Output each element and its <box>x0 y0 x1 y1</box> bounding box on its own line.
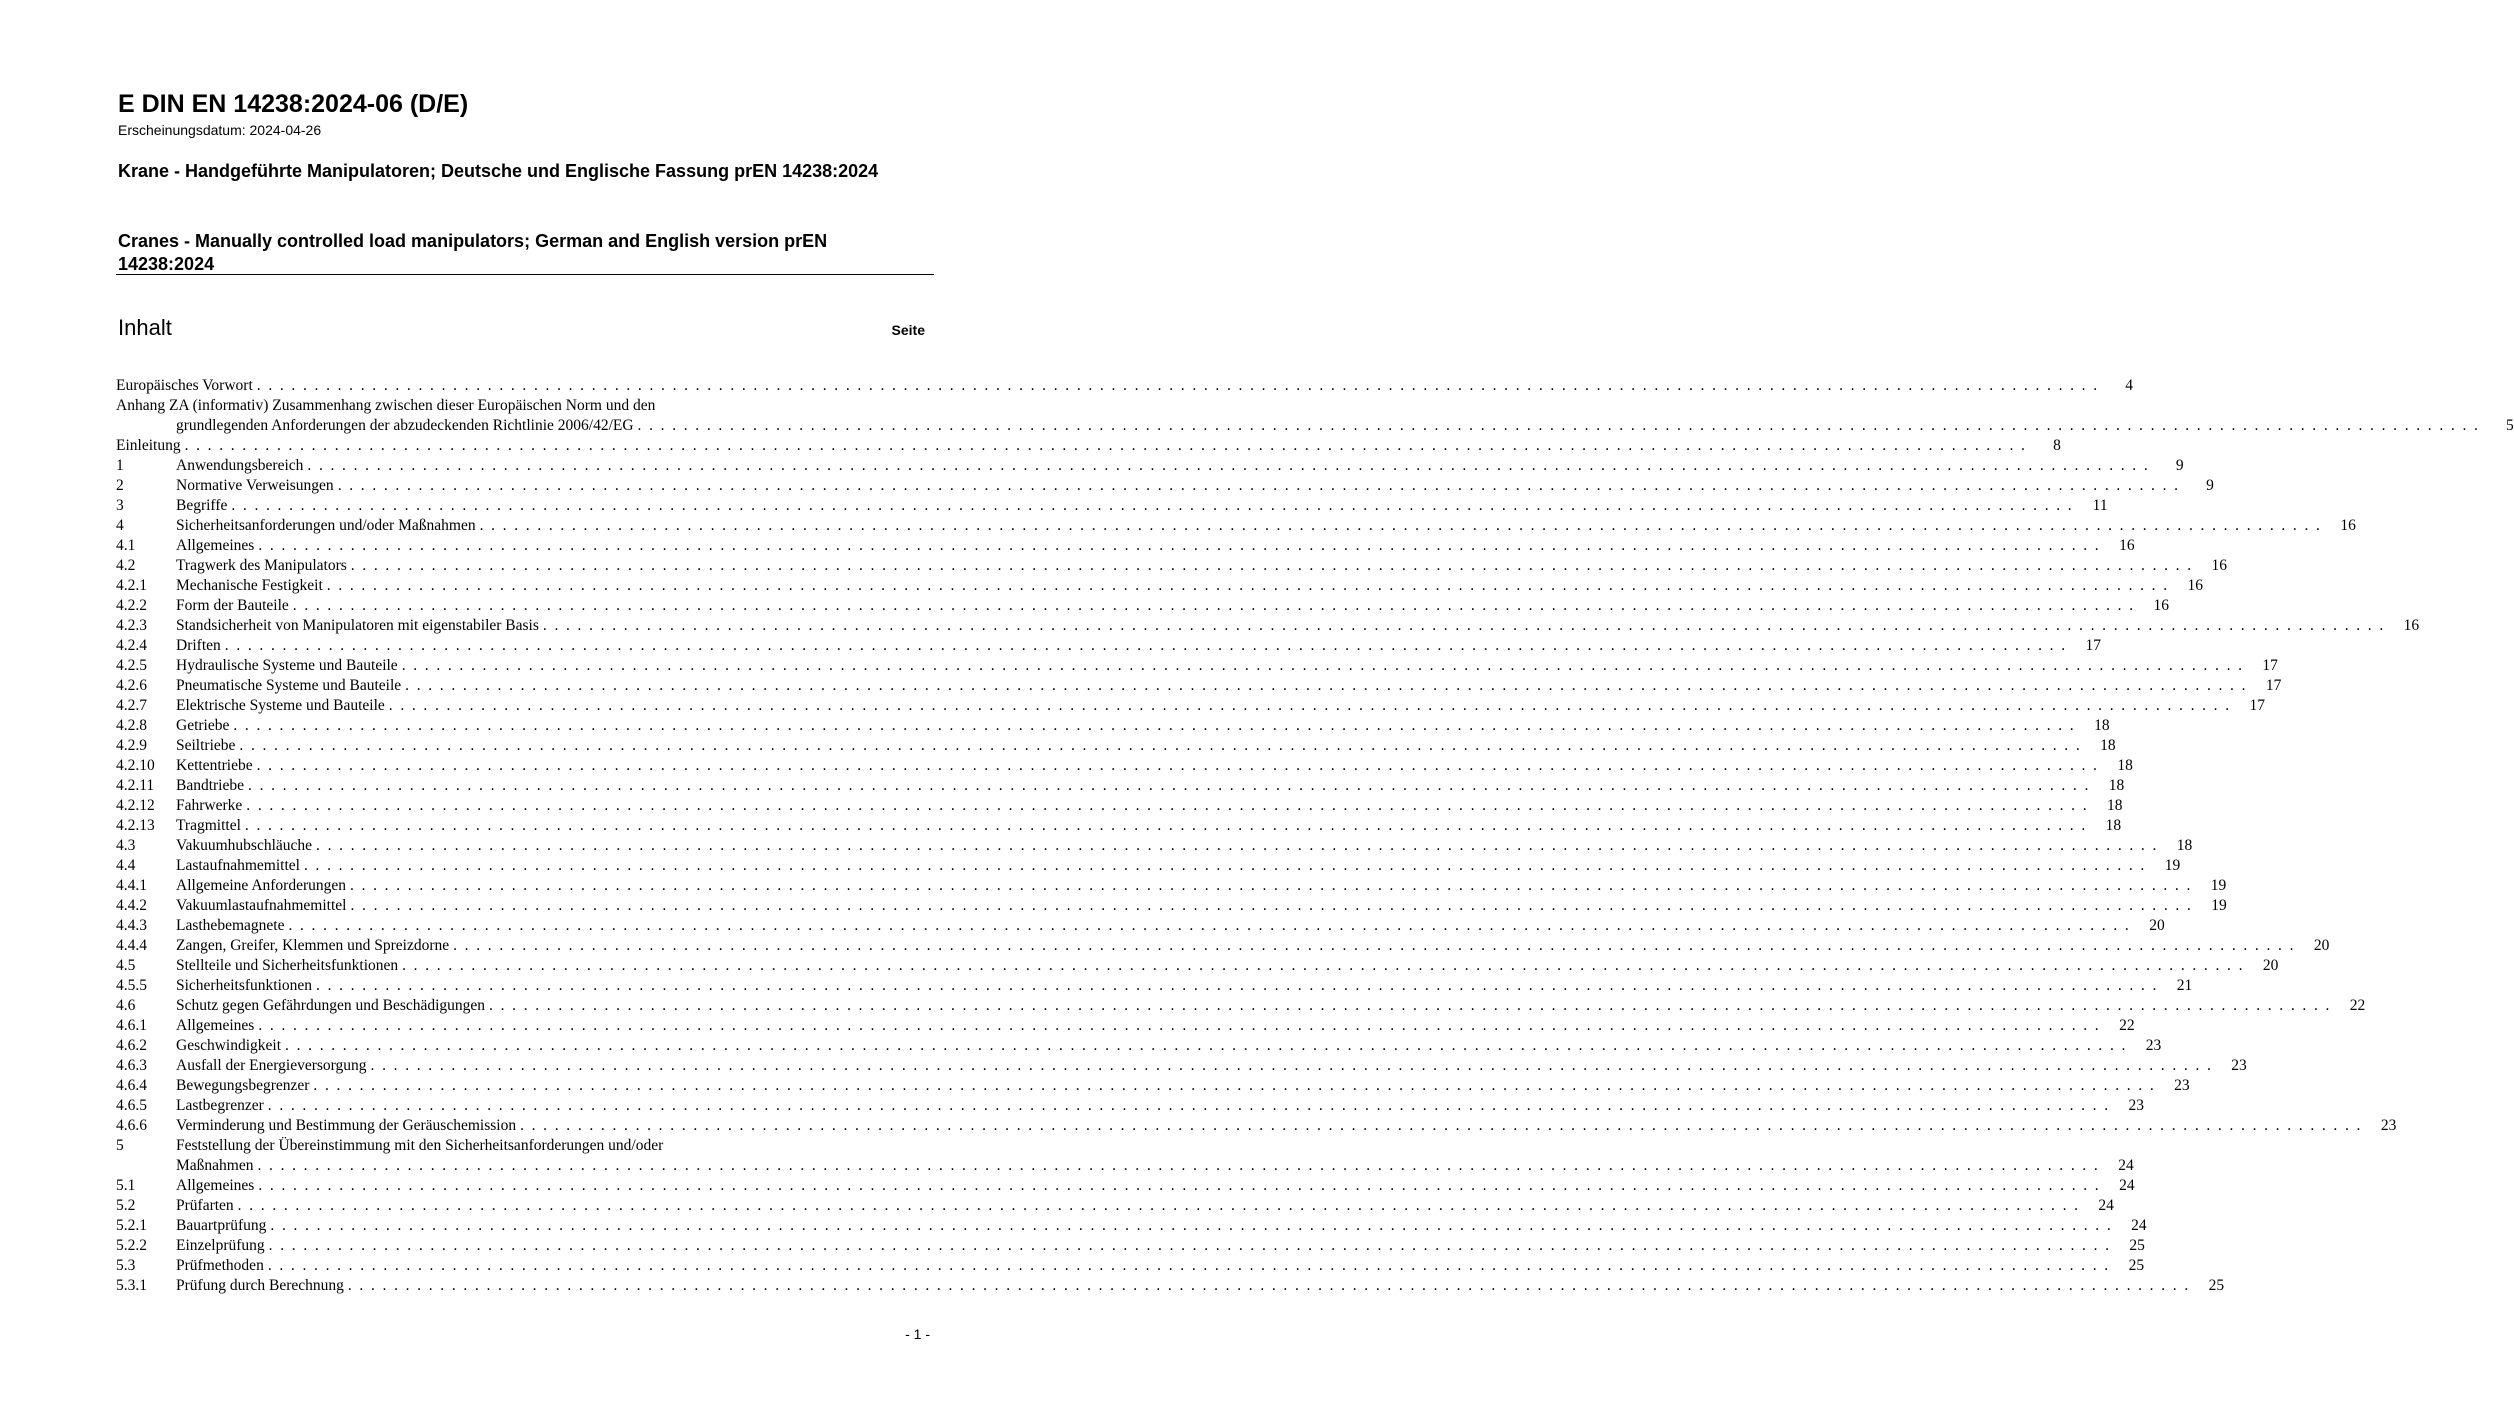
dot-leader: . . . . . . . . . . . . . . . . . . . . . . . . . . . . . . . . . . . . . . . . . . . . . . . . . . . . . . . . . . . . . . . . . . . . . . . . . . . . . . . . . . . . . . . . . . . . . . . . . . . . . . . . . . . . . . . . . . . . . . . . . . . . . . . . . . . . . . . . . . . . . . . . . . . . . . . . . . . . . . . . <box>313 1077 2156 1094</box>
dot-leader: . . . . . . . . . . . . . . . . . . . . . . . . . . . . . . . . . . . . . . . . . . . . . . . . . . . . . . . . . . . . . . . . . . . . . . . . . . . . . . . . . . . . . . . . . . . . . . . . . . . . . . . . . . . . . . . . . . . . . . . . . . . . . . . . . . . . . . . . . . . . . . . . . . . . . . . . . . . . . . . . <box>258 1017 2101 1034</box>
dot-leader: . . . . . . . . . . . . . . . . . . . . . . . . . . . . . . . . . . . . . . . . . . . . . . . . . . . . . . . . . . . . . . . . . . . . . . . . . . . . . . . . . . . . . . . . . . . . . . . . . . . . . . . . . . . . . . . . . . . . . . . . . . . . . . . . . . . . . . . . . . . . . . . . . . . . . . . . . . . . . . . . <box>337 477 2180 494</box>
toc-title: Kettentriebe <box>176 757 253 774</box>
toc-title: Einzelprüfung <box>176 1237 265 1254</box>
toc-page: 16 <box>2119 537 2135 554</box>
toc-entry[interactable] <box>116 796 2123 816</box>
toc-page: 24 <box>2098 1197 2114 1214</box>
toc-page: 20 <box>2149 917 2165 934</box>
toc-entry[interactable] <box>116 576 2204 596</box>
toc-title: Getriebe <box>176 717 230 734</box>
toc-entry[interactable] <box>116 1216 2147 1236</box>
toc-entry[interactable] <box>116 756 2133 776</box>
toc-entry[interactable] <box>116 1136 2134 1176</box>
toc-number: 4.6 <box>116 997 136 1014</box>
toc-page: 16 <box>2187 577 2204 594</box>
toc-number: 4.4.2 <box>116 897 147 914</box>
toc-title: Anwendungsbereich <box>176 457 304 474</box>
toc-page: 18 <box>2117 757 2133 774</box>
toc-page: 18 <box>2176 837 2193 854</box>
toc-number: 5 <box>116 1137 124 1154</box>
toc-entry[interactable] <box>116 1276 2225 1296</box>
toc-number: 4.6.6 <box>116 1117 147 1134</box>
toc-page: 22 <box>2349 997 2366 1014</box>
toc-number: 3 <box>116 497 124 514</box>
toc-number: 4.6.5 <box>116 1097 147 1114</box>
toc-title: Vakuumlastaufnahmemittel <box>176 897 347 914</box>
toc-entry[interactable] <box>116 956 2279 976</box>
toc-title: grundlegenden Anforderungen der abzudeckenden Richtlinie 2006/42/EG <box>176 417 634 434</box>
toc-title: Standsicherheit von Manipulatoren mit eigenstabiler Basis <box>176 617 539 634</box>
dot-leader: . . . . . . . . . . . . . . . . . . . . . . . . . . . . . . . . . . . . . . . . . . . . . . . . . . . . . . . . . . . . . . . . . . . . . . . . . . . . . . . . . . . . . . . . . . . . . . . . . . . . . . . . . . . . . . . . . . . . . . . . . . . . . . . . . . . . . . . . . . . . . . . . . . . . . . . . . . . . . . . . <box>520 1117 2363 1134</box>
toc-number: 1 <box>116 457 124 474</box>
title-english: Cranes - Manually controlled load manipulators; German and English version prEN 14238:2024 <box>118 231 828 274</box>
toc-entry[interactable] <box>116 536 2135 556</box>
dot-leader: . . . . . . . . . . . . . . . . . . . . . . . . . . . . . . . . . . . . . . . . . . . . . . . . . . . . . . . . . . . . . . . . . . . . . . . . . . . . . . . . . . . . . . . . . . . . . . . . . . . . . . . . . . . . . . . . . . . . . . . . . . . . . . . . . . . . . . . . . . . . . . . . . . . . . . . . . . . . . . . . <box>405 677 2248 694</box>
toc-title: Europäisches Vorwort <box>116 377 253 394</box>
toc-number: 4.2.6 <box>116 677 147 694</box>
dot-leader: . . . . . . . . . . . . . . . . . . . . . . . . . . . . . . . . . . . . . . . . . . . . . . . . . . . . . . . . . . . . . . . . . . . . . . . . . . . . . . . . . . . . . . . . . . . . . . . . . . . . . . . . . . . . . . . . . . . . . . . . . . . . . . . . . . . . . . . . . . . . . . . . . . . . . . . . . . . . . . . . <box>288 917 2131 934</box>
dot-leader: . . . . . . . . . . . . . . . . . . . . . . . . . . . . . . . . . . . . . . . . . . . . . . . . . . . . . . . . . . . . . . . . . . . . . . . . . . . . . . . . . . . . . . . . . . . . . . . . . . . . . . . . . . . . . . . . . . . . . . . . . . . . . . . . . . . . . . . . . . . . . . . . . . . . . . . . . . . . . . . . <box>292 597 2136 614</box>
dot-leader: . . . . . . . . . . . . . . . . . . . . . . . . . . . . . . . . . . . . . . . . . . . . . . . . . . . . . . . . . . . . . . . . . . . . . . . . . . . . . . . . . . . . . . . . . . . . . . . . . . . . . . . . . . . . . . . . . . . . . . . . . . . . . . . . . . . . . . . . . . . . . . . . . . . . . . . . . . . . . . . . <box>267 1257 2111 1274</box>
dot-leader: . . . . . . . . . . . . . . . . . . . . . . . . . . . . . . . . . . . . . . . . . . . . . . . . . . . . . . . . . . . . . . . . . . . . . . . . . . . . . . . . . . . . . . . . . . . . . . . . . . . . . . . . . . . . . . . . . . . . . . . . . . . . . . . . . . . . . . . . . . . . . . . . . . . . . . . . . . . . . . . . <box>489 997 2332 1014</box>
toc-title: Einleitung <box>116 437 181 454</box>
dot-leader: . . . . . . . . . . . . . . . . . . . . . . . . . . . . . . . . . . . . . . . . . . . . . . . . . . . . . . . . . . . . . . . . . . . . . . . . . . . . . . . . . . . . . . . . . . . . . . . . . . . . . . . . . . . . . . . . . . . . . . . . . . . . . . . . . . . . . . . . . . . . . . . . . . . . . . . . . . . . . . . . <box>233 717 2076 734</box>
toc-page: 21 <box>2176 977 2193 994</box>
toc-page: 25 <box>2128 1257 2145 1274</box>
toc-entry[interactable] <box>116 976 2193 996</box>
toc-entry[interactable] <box>116 1076 2190 1096</box>
toc-title: Allgemeines <box>176 537 255 554</box>
toc-title-line: Anhang ZA (informativ) Zusammenhang zwischen dieser Europäischen Norm und den <box>116 397 656 414</box>
toc-title: Elektrische Systeme und Bauteile <box>176 697 385 714</box>
dot-leader: . . . . . . . . . . . . . . . . . . . . . . . . . . . . . . . . . . . . . . . . . . . . . . . . . . . . . . . . . . . . . . . . . . . . . . . . . . . . . . . . . . . . . . . . . . . . . . . . . . . . . . . . . . . . . . . . . . . . . . . . . . . . . . . . . . . . . . . . . . . . . . . . . . . . . . . . . . . . . . . . <box>637 417 2480 434</box>
toc-page: 11 <box>2092 497 2108 514</box>
toc-entry[interactable] <box>116 456 2184 476</box>
dot-leader: . . . . . . . . . . . . . . . . . . . . . . . . . . . . . . . . . . . . . . . . . . . . . . . . . . . . . . . . . . . . . . . . . . . . . . . . . . . . . . . . . . . . . . . . . . . . . . . . . . . . . . . . . . . . . . . . . . . . . . . . . . . . . . . . . . . . . . . . . . . . . . . . . . . . . . . . . . . . . . . . <box>237 1197 2080 1214</box>
toc-entry[interactable] <box>116 476 2214 496</box>
toc-number: 4.6.4 <box>116 1077 147 1094</box>
toc-title: Normative Verweisungen <box>176 477 334 494</box>
toc-title-line: Feststellung der Übereinstimmung mit den Sicherheitsanforderungen und/oder <box>176 1137 664 1154</box>
toc-entry[interactable] <box>116 896 2227 916</box>
toc-page: 23 <box>2174 1077 2190 1094</box>
toc-page: 19 <box>2164 857 2181 874</box>
toc-number: 4.2.7 <box>116 697 147 714</box>
toc-number: 5.1 <box>116 1177 136 1194</box>
dot-leader: . . . . . . . . . . . . . . . . . . . . . . . . . . . . . . . . . . . . . . . . . . . . . . . . . . . . . . . . . . . . . . . . . . . . . . . . . . . . . . . . . . . . . . . . . . . . . . . . . . . . . . . . . . . . . . . . . . . . . . . . . . . . . . . . . . . . . . . . . . . . . . . . . . . . . . . . . . . . . . . . <box>258 1177 2101 1194</box>
toc-entry[interactable] <box>116 736 2116 756</box>
toc-entry[interactable] <box>116 1096 2145 1116</box>
toc-entry[interactable] <box>116 996 2366 1016</box>
toc-entry[interactable] <box>116 676 2282 696</box>
toc-title: Allgemeines <box>176 1177 255 1194</box>
toc-page: 24 <box>2119 1177 2135 1194</box>
toc-page: 23 <box>2380 1117 2397 1134</box>
toc-number: 4.2.11 <box>116 777 155 794</box>
table-of-contents <box>116 376 2514 1296</box>
toc-title: Sicherheitsfunktionen <box>176 977 313 994</box>
dot-leader: . . . . . . . . . . . . . . . . . . . . . . . . . . . . . . . . . . . . . . . . . . . . . . . . . . . . . . . . . . . . . . . . . . . . . . . . . . . . . . . . . . . . . . . . . . . . . . . . . . . . . . . . . . . . . . . . . . . . . . . . . . . . . . . . . . . . . . . . . . . . . . . . . . . . . . . . . . . . . . . . <box>370 1057 2213 1074</box>
toc-title: Lasthebemagnete <box>176 917 285 934</box>
toc-number: 4.4.1 <box>116 877 147 894</box>
toc-entry[interactable] <box>116 936 2330 956</box>
dot-leader: . . . . . . . . . . . . . . . . . . . . . . . . . . . . . . . . . . . . . . . . . . . . . . . . . . . . . . . . . . . . . . . . . . . . . . . . . . . . . . . . . . . . . . . . . . . . . . . . . . . . . . . . . . . . . . . . . . . . . . . . . . . . . . . . . . . . . . . . . . . . . . . . . . . . . . . . . . . . . . . . <box>542 617 2386 634</box>
toc-entry[interactable] <box>116 776 2125 796</box>
toc-entry[interactable] <box>116 636 2101 656</box>
toc-number: 2 <box>116 477 124 494</box>
dot-leader: . . . . . . . . . . . . . . . . . . . . . . . . . . . . . . . . . . . . . . . . . . . . . . . . . . . . . . . . . . . . . . . . . . . . . . . . . . . . . . . . . . . . . . . . . . . . . . . . . . . . . . . . . . . . . . . . . . . . . . . . . . . . . . . . . . . . . . . . . . . . . . . . . . . . . . . . . . . . . . . . <box>231 497 2074 514</box>
toc-number: 4.1 <box>116 537 136 554</box>
toc-title: Allgemeine Anforderungen <box>176 877 347 894</box>
dot-leader: . . . . . . . . . . . . . . . . . . . . . . . . . . . . . . . . . . . . . . . . . . . . . . . . . . . . . . . . . . . . . . . . . . . . . . . . . . . . . . . . . . . . . . . . . . . . . . . . . . . . . . . . . . . . . . . . . . . . . . . . . . . . . . . . . . . . . . . . . . . . . . . . . . . . . . . . . . . . . . . . <box>224 637 2067 654</box>
toc-number: 5.3 <box>116 1257 136 1274</box>
toc-number: 4.2.2 <box>116 597 147 614</box>
dot-leader: . . . . . . . . . . . . . . . . . . . . . . . . . . . . . . . . . . . . . . . . . . . . . . . . . . . . . . . . . . . . . . . . . . . . . . . . . . . . . . . . . . . . . . . . . . . . . . . . . . . . . . . . . . . . . . . . . . . . . . . . . . . . . . . . . . . . . . . . . . . . . . . . . . . . . . . . . . . . . . . . <box>246 797 2089 814</box>
toc-page: 23 <box>2231 1057 2247 1074</box>
toc-number: 4.4.3 <box>116 917 147 934</box>
dot-leader: . . . . . . . . . . . . . . . . . . . . . . . . . . . . . . . . . . . . . . . . . . . . . . . . . . . . . . . . . . . . . . . . . . . . . . . . . . . . . . . . . . . . . . . . . . . . . . . . . . . . . . . . . . . . . . . . . . . . . . . . . . . . . . . . . . . . . . . . . . . . . . . . . . . . . . . . . . . . . . . . <box>401 657 2244 674</box>
toc-number: 5.2.1 <box>116 1217 147 1234</box>
page-number: - 1 - <box>905 1326 930 1342</box>
toc-title: Lastbegrenzer <box>176 1097 264 1114</box>
toc-entry[interactable] <box>116 856 2181 876</box>
toc-title: Begriffe <box>176 497 228 514</box>
toc-title: Tragmittel <box>176 817 241 834</box>
toc-title: Vakuumhubschläuche <box>176 837 313 854</box>
toc-title: Tragwerk des Manipulators <box>176 557 347 574</box>
toc-page: 18 <box>2108 777 2125 794</box>
publication-date: Erscheinungsdatum: 2024-04-26 <box>118 122 322 138</box>
toc-title: Allgemeines <box>176 1017 255 1034</box>
toc-page: 18 <box>2094 717 2110 734</box>
toc-title: Prüfarten <box>176 1197 234 1214</box>
dot-leader: . . . . . . . . . . . . . . . . . . . . . . . . . . . . . . . . . . . . . . . . . . . . . . . . . . . . . . . . . . . . . . . . . . . . . . . . . . . . . . . . . . . . . . . . . . . . . . . . . . . . . . . . . . . . . . . . . . . . . . . . . . . . . . . . . . . . . . . . . . . . . . . . . . . . . . . . . . . . . . . . <box>326 577 2170 594</box>
toc-title: Prüfmethoden <box>176 1257 264 1274</box>
toc-page: 18 <box>2105 817 2122 834</box>
toc-number: 4.2.5 <box>116 657 147 674</box>
toc-entry[interactable] <box>116 716 2110 736</box>
dot-leader: . . . . . . . . . . . . . . . . . . . . . . . . . . . . . . . . . . . . . . . . . . . . . . . . . . . . . . . . . . . . . . . . . . . . . . . . . . . . . . . . . . . . . . . . . . . . . . . . . . . . . . . . . . . . . . . . . . . . . . . . . . . . . . . . . . . . . . . . . . . . . . . . . . . . . . . . . . . . . . . . <box>257 1157 2100 1174</box>
toc-title: Mechanische Festigkeit <box>176 577 323 594</box>
toc-number: 4.6.2 <box>116 1037 147 1054</box>
toc-page: 20 <box>2313 937 2330 954</box>
title-german: Krane - Handgeführte Manipulatoren; Deutsche und Englische Fassung prEN 14238:2024 <box>118 161 879 181</box>
toc-number: 4.2.1 <box>116 577 147 594</box>
toc-entry[interactable] <box>116 556 2227 576</box>
toc-page: 18 <box>2100 737 2116 754</box>
toc-title: Seiltriebe <box>176 737 236 754</box>
toc-title: Verminderung und Bestimmung der Geräuschemission <box>176 1117 517 1134</box>
toc-title: Fahrwerke <box>176 797 243 814</box>
dot-leader: . . . . . . . . . . . . . . . . . . . . . . . . . . . . . . . . . . . . . . . . . . . . . . . . . . . . . . . . . . . . . . . . . . . . . . . . . . . . . . . . . . . . . . . . . . . . . . . . . . . . . . . . . . . . . . . . . . . . . . . . . . . . . . . . . . . . . . . . . . . . . . . . . . . . . . . . . . . . . . . . <box>347 1277 2191 1294</box>
document-id: E DIN EN 14238:2024-06 (D/E) <box>118 90 469 118</box>
toc-page: 16 <box>2153 597 2170 614</box>
toc-number: 4.2.13 <box>116 817 155 834</box>
toc-number: 4.2.10 <box>116 757 155 774</box>
toc-number: 4.6.3 <box>116 1057 147 1074</box>
dot-leader: . . . . . . . . . . . . . . . . . . . . . . . . . . . . . . . . . . . . . . . . . . . . . . . . . . . . . . . . . . . . . . . . . . . . . . . . . . . . . . . . . . . . . . . . . . . . . . . . . . . . . . . . . . . . . . . . . . . . . . . . . . . . . . . . . . . . . . . . . . . . . . . . . . . . . . . . . . . . . . . . <box>316 837 2159 854</box>
toc-title: Pneumatische Systeme und Bauteile <box>176 677 402 694</box>
toc-page: 20 <box>2262 957 2279 974</box>
toc-title: Prüfung durch Berechnung <box>176 1277 344 1294</box>
toc-heading: Inhalt <box>118 315 172 340</box>
toc-title: Hydraulische Systeme und Bauteile <box>176 657 398 674</box>
toc-title: Zangen, Greifer, Klemmen und Spreizdorne <box>176 937 450 954</box>
toc-entry[interactable] <box>116 616 2420 636</box>
toc-number: 5.3.1 <box>116 1277 147 1294</box>
dot-leader: . . . . . . . . . . . . . . . . . . . . . . . . . . . . . . . . . . . . . . . . . . . . . . . . . . . . . . . . . . . . . . . . . . . . . . . . . . . . . . . . . . . . . . . . . . . . . . . . . . . . . . . . . . . . . . . . . . . . . . . . . . . . . . . . . . . . . . . . . . . . . . . . . . . . . . . . . . . . . . . . <box>248 777 2091 794</box>
toc-entry[interactable] <box>116 696 2265 716</box>
toc-page: 18 <box>2107 797 2123 814</box>
dot-leader: . . . . . . . . . . . . . . . . . . . . . . . . . . . . . . . . . . . . . . . . . . . . . . . . . . . . . . . . . . . . . . . . . . . . . . . . . . . . . . . . . . . . . . . . . . . . . . . . . . . . . . . . . . . . . . . . . . . . . . . . . . . . . . . . . . . . . . . . . . . . . . . . . . . . . . . . . . . . . . . . <box>350 557 2193 574</box>
header-divider <box>116 274 934 275</box>
dot-leader: . . . . . . . . . . . . . . . . . . . . . . . . . . . . . . . . . . . . . . . . . . . . . . . . . . . . . . . . . . . . . . . . . . . . . . . . . . . . . . . . . . . . . . . . . . . . . . . . . . . . . . . . . . . . . . . . . . . . . . . . . . . . . . . . . . . . . . . . . . . . . . . . . . . . . . . . . . . . . . . . <box>244 817 2088 834</box>
dot-leader: . . . . . . . . . . . . . . . . . . . . . . . . . . . . . . . . . . . . . . . . . . . . . . . . . . . . . . . . . . . . . . . . . . . . . . . . . . . . . . . . . . . . . . . . . . . . . . . . . . . . . . . . . . . . . . . . . . . . . . . . . . . . . . . . . . . . . . . . . . . . . . . . . . . . . . . . . . . . . . . . <box>350 877 2193 894</box>
toc-page: 24 <box>2131 1217 2147 1234</box>
toc-page: 17 <box>2249 697 2265 714</box>
toc-page: 25 <box>2208 1277 2225 1294</box>
toc-page: 17 <box>2085 637 2101 654</box>
toc-title: Schutz gegen Gefährdungen und Beschädigungen <box>176 997 486 1014</box>
toc-number: 4.6.1 <box>116 1017 147 1034</box>
toc-entry[interactable] <box>116 1036 2162 1056</box>
toc-title: Bauartprüfung <box>176 1217 267 1234</box>
toc-title: Driften <box>176 637 221 654</box>
dot-leader: . . . . . . . . . . . . . . . . . . . . . . . . . . . . . . . . . . . . . . . . . . . . . . . . . . . . . . . . . . . . . . . . . . . . . . . . . . . . . . . . . . . . . . . . . . . . . . . . . . . . . . . . . . . . . . . . . . . . . . . . . . . . . . . . . . . . . . . . . . . . . . . . . . . . . . . . . . . . . . . . <box>479 517 2322 534</box>
toc-title: Maßnahmen <box>176 1157 254 1174</box>
toc-title: Ausfall der Energieversorgung <box>176 1057 367 1074</box>
toc-number: 4.2 <box>116 557 136 574</box>
toc-number: 4 <box>116 517 124 534</box>
toc-number: 4.2.3 <box>116 617 147 634</box>
dot-leader: . . . . . . . . . . . . . . . . . . . . . . . . . . . . . . . . . . . . . . . . . . . . . . . . . . . . . . . . . . . . . . . . . . . . . . . . . . . . . . . . . . . . . . . . . . . . . . . . . . . . . . . . . . . . . . . . . . . . . . . . . . . . . . . . . . . . . . . . . . . . . . . . . . . . . . . . . . . . . . . . <box>239 737 2082 754</box>
toc-entry[interactable] <box>116 836 2193 856</box>
toc-title: Bandtriebe <box>176 777 245 794</box>
toc-page: 16 <box>2211 557 2227 574</box>
dot-leader: . . . . . . . . . . . . . . . . . . . . . . . . . . . . . . . . . . . . . . . . . . . . . . . . . . . . . . . . . . . . . . . . . . . . . . . . . . . . . . . . . . . . . . . . . . . . . . . . . . . . . . . . . . . . . . . . . . . . . . . . . . . . . . . . . . . . . . . . . . . . . . . . . . . . . . . . . . . . . . . . <box>303 857 2147 874</box>
toc-page: 23 <box>2145 1037 2162 1054</box>
toc-number: 4.2.8 <box>116 717 147 734</box>
toc-entry[interactable] <box>116 496 2108 516</box>
toc-title: Geschwindigkeit <box>176 1037 282 1054</box>
toc-entry[interactable] <box>116 516 2356 536</box>
toc-page: 8 <box>2053 437 2061 454</box>
toc-page: 25 <box>2129 1237 2145 1254</box>
toc-entry[interactable] <box>116 1056 2247 1076</box>
toc-number: 5.2.2 <box>116 1237 147 1254</box>
toc-title: Lastaufnahmemittel <box>176 857 300 874</box>
dot-leader: . . . . . . . . . . . . . . . . . . . . . . . . . . . . . . . . . . . . . . . . . . . . . . . . . . . . . . . . . . . . . . . . . . . . . . . . . . . . . . . . . . . . . . . . . . . . . . . . . . . . . . . . . . . . . . . . . . . . . . . . . . . . . . . . . . . . . . . . . . . . . . . . . . . . . . . . . . . . . . . . <box>453 937 2296 954</box>
toc-entry[interactable] <box>116 1196 2114 1216</box>
toc-entry[interactable] <box>116 1256 2145 1276</box>
toc-page: 17 <box>2262 657 2278 674</box>
toc-entry[interactable] <box>116 816 2122 836</box>
toc-title: Bewegungsbegrenzer <box>176 1077 310 1094</box>
dot-leader: . . . . . . . . . . . . . . . . . . . . . . . . . . . . . . . . . . . . . . . . . . . . . . . . . . . . . . . . . . . . . . . . . . . . . . . . . . . . . . . . . . . . . . . . . . . . . . . . . . . . . . . . . . . . . . . . . . . . . . . . . . . . . . . . . . . . . . . . . . . . . . . . . . . . . . . . . . . . . . . . <box>316 977 2159 994</box>
toc-title: Stellteile und Sicherheitsfunktionen <box>176 957 399 974</box>
toc-number: 4.3 <box>116 837 136 854</box>
toc-page: 4 <box>2125 377 2133 394</box>
dot-leader: . . . . . . . . . . . . . . . . . . . . . . . . . . . . . . . . . . . . . . . . . . . . . . . . . . . . . . . . . . . . . . . . . . . . . . . . . . . . . . . . . . . . . . . . . . . . . . . . . . . . . . . . . . . . . . . . . . . . . . . . . . . . . . . . . . . . . . . . . . . . . . . . . . . . . . . . . . . . . . . . <box>270 1217 2113 1234</box>
toc-entry[interactable] <box>116 396 2514 436</box>
toc-page: 22 <box>2119 1017 2135 1034</box>
dot-leader: . . . . . . . . . . . . . . . . . . . . . . . . . . . . . . . . . . . . . . . . . . . . . . . . . . . . . . . . . . . . . . . . . . . . . . . . . . . . . . . . . . . . . . . . . . . . . . . . . . . . . . . . . . . . . . . . . . . . . . . . . . . . . . . . . . . . . . . . . . . . . . . . . . . . . . . . . . . . . . . . <box>268 1237 2111 1254</box>
toc-number: 4.2.12 <box>116 797 155 814</box>
dot-leader: . . . . . . . . . . . . . . . . . . . . . . . . . . . . . . . . . . . . . . . . . . . . . . . . . . . . . . . . . . . . . . . . . . . . . . . . . . . . . . . . . . . . . . . . . . . . . . . . . . . . . . . . . . . . . . . . . . . . . . . . . . . . . . . . . . . . . . . . . . . . . . . . . . . . . . . . . . . . . . . . <box>267 1097 2111 1114</box>
toc-entry[interactable] <box>116 656 2278 676</box>
dot-leader: . . . . . . . . . . . . . . . . . . . . . . . . . . . . . . . . . . . . . . . . . . . . . . . . . . . . . . . . . . . . . . . . . . . . . . . . . . . . . . . . . . . . . . . . . . . . . . . . . . . . . . . . . . . . . . . . . . . . . . . . . . . . . . . . . . . . . . . . . . . . . . . . . . . . . . . . . . . . . . . . <box>388 697 2231 714</box>
toc-number: 4.5.5 <box>116 977 147 994</box>
toc-page: 23 <box>2128 1097 2145 1114</box>
dot-leader: . . . . . . . . . . . . . . . . . . . . . . . . . . . . . . . . . . . . . . . . . . . . . . . . . . . . . . . . . . . . . . . . . . . . . . . . . . . . . . . . . . . . . . . . . . . . . . . . . . . . . . . . . . . . . . . . . . . . . . . . . . . . . . . . . . . . . . . . . . . . . . . . . . . . . . . . . . . . . . . . <box>307 457 2150 474</box>
toc-page: 9 <box>2206 477 2214 494</box>
dot-leader: . . . . . . . . . . . . . . . . . . . . . . . . . . . . . . . . . . . . . . . . . . . . . . . . . . . . . . . . . . . . . . . . . . . . . . . . . . . . . . . . . . . . . . . . . . . . . . . . . . . . . . . . . . . . . . . . . . . . . . . . . . . . . . . . . . . . . . . . . . . . . . . . . . . . . . . . . . . . . . . . <box>402 957 2245 974</box>
toc-entry[interactable] <box>116 916 2165 936</box>
toc-entry[interactable] <box>116 1236 2145 1256</box>
toc-number: 4.4.4 <box>116 937 147 954</box>
dot-leader: . . . . . . . . . . . . . . . . . . . . . . . . . . . . . . . . . . . . . . . . . . . . . . . . . . . . . . . . . . . . . . . . . . . . . . . . . . . . . . . . . . . . . . . . . . . . . . . . . . . . . . . . . . . . . . . . . . . . . . . . . . . . . . . . . . . . . . . . . . . . . . . . . . . . . . . . . . . . . . . . <box>256 757 2099 774</box>
toc-page: 19 <box>2210 877 2227 894</box>
toc-page: 19 <box>2211 897 2227 914</box>
toc-page: 16 <box>2340 517 2356 534</box>
toc-entry[interactable] <box>116 376 2133 396</box>
dot-leader: . . . . . . . . . . . . . . . . . . . . . . . . . . . . . . . . . . . . . . . . . . . . . . . . . . . . . . . . . . . . . . . . . . . . . . . . . . . . . . . . . . . . . . . . . . . . . . . . . . . . . . . . . . . . . . . . . . . . . . . . . . . . . . . . . . . . . . . . . . . . . . . . . . . . . . . . . . . . . . . . <box>258 537 2101 554</box>
toc-entry[interactable] <box>116 436 2061 456</box>
toc-title: Sicherheitsanforderungen und/oder Maßnahmen <box>176 517 476 534</box>
dot-leader: . . . . . . . . . . . . . . . . . . . . . . . . . . . . . . . . . . . . . . . . . . . . . . . . . . . . . . . . . . . . . . . . . . . . . . . . . . . . . . . . . . . . . . . . . . . . . . . . . . . . . . . . . . . . . . . . . . . . . . . . . . . . . . . . . . . . . . . . . . . . . . . . . . . . . . . . . . . . . . . . <box>285 1037 2128 1054</box>
toc-title: Form der Bauteile <box>176 597 289 614</box>
toc-page: 17 <box>2265 677 2282 694</box>
dot-leader: . . . . . . . . . . . . . . . . . . . . . . . . . . . . . . . . . . . . . . . . . . . . . . . . . . . . . . . . . . . . . . . . . . . . . . . . . . . . . . . . . . . . . . . . . . . . . . . . . . . . . . . . . . . . . . . . . . . . . . . . . . . . . . . . . . . . . . . . . . . . . . . . . . . . . . . . . . . . . . . . <box>256 377 2099 394</box>
toc-number: 4.2.4 <box>116 637 147 654</box>
toc-entry[interactable] <box>116 1176 2135 1196</box>
dot-leader: . . . . . . . . . . . . . . . . . . . . . . . . . . . . . . . . . . . . . . . . . . . . . . . . . . . . . . . . . . . . . . . . . . . . . . . . . . . . . . . . . . . . . . . . . . . . . . . . . . . . . . . . . . . . . . . . . . . . . . . . . . . . . . . . . . . . . . . . . . . . . . . . . . . . . . . . . . . . . . . . <box>184 437 2027 454</box>
toc-page: 9 <box>2175 457 2184 474</box>
toc-entry[interactable] <box>116 876 2227 896</box>
dot-leader: . . . . . . . . . . . . . . . . . . . . . . . . . . . . . . . . . . . . . . . . . . . . . . . . . . . . . . . . . . . . . . . . . . . . . . . . . . . . . . . . . . . . . . . . . . . . . . . . . . . . . . . . . . . . . . . . . . . . . . . . . . . . . . . . . . . . . . . . . . . . . . . . . . . . . . . . . . . . . . . . <box>350 897 2193 914</box>
toc-entry[interactable] <box>116 1016 2135 1036</box>
toc-page: 5 <box>2506 417 2514 434</box>
page-column-label: Seite <box>891 322 925 338</box>
toc-number: 4.5 <box>116 957 136 974</box>
toc-page: 24 <box>2118 1157 2134 1174</box>
toc-page: 16 <box>2403 617 2420 634</box>
toc-entry[interactable] <box>116 596 2170 616</box>
toc-number: 5.2 <box>116 1197 136 1214</box>
toc-number: 4.2.9 <box>116 737 147 754</box>
toc-number: 4.4 <box>116 857 136 874</box>
toc-entry[interactable] <box>116 1116 2397 1136</box>
